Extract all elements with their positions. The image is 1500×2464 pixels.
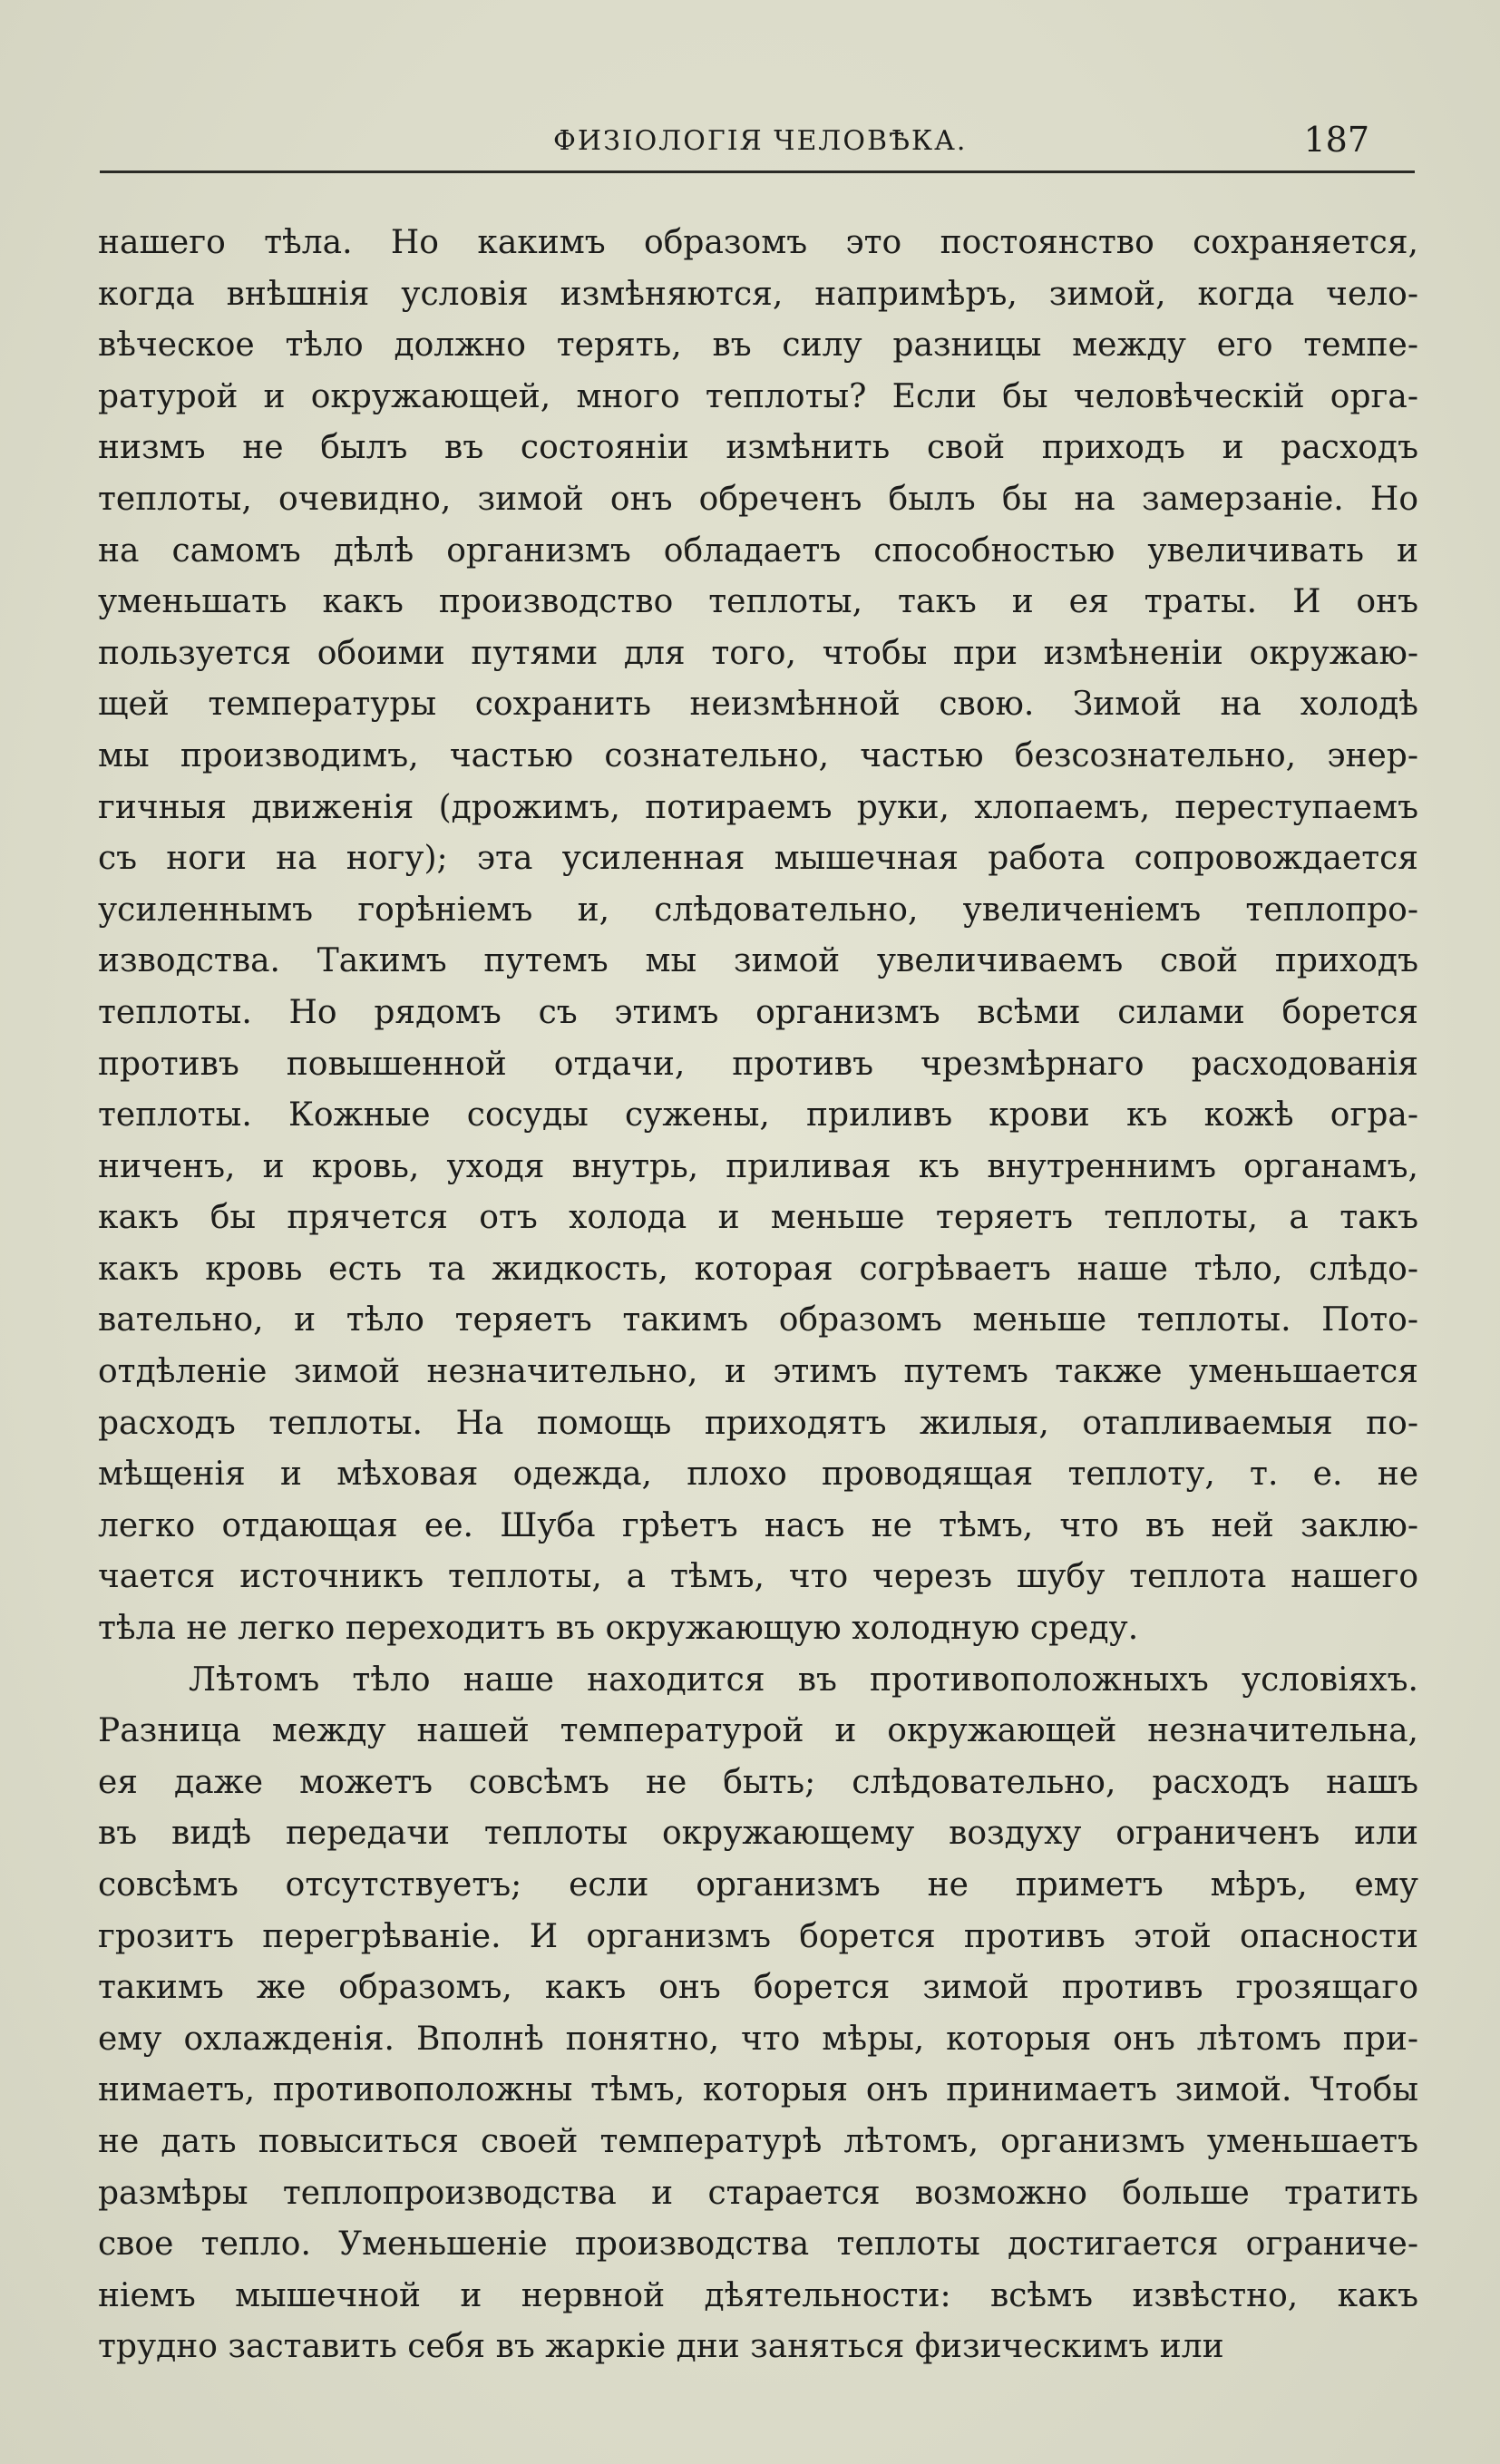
text-line: уменьшать какъ производство теплоты, такъ и ея траты. И онъ bbox=[98, 583, 1418, 621]
text-line: съ ноги на ногу); эта усиленная мышечная работа сопровождается bbox=[98, 840, 1418, 878]
text-line: ратурой и окружающей, много теплоты? Если бы человѣческій орга- bbox=[98, 377, 1418, 415]
text-line: когда внѣшнія условія измѣняются, напримѣръ, зимой, когда чело- bbox=[98, 275, 1418, 313]
text-line: ніемъ мышечной и нервной дѣятельности: всѣмъ извѣстно, какъ bbox=[98, 2276, 1418, 2314]
text-line: совсѣмъ отсутствуетъ; если организмъ не приметъ мѣръ, ему bbox=[98, 1866, 1418, 1904]
text-line: тѣла не легко переходитъ въ окружающую холодную среду. bbox=[98, 1610, 1139, 1648]
text-line: гичныя движенія (дрожимъ, потираемъ руки, хлопаемъ, переступаемъ bbox=[98, 788, 1418, 826]
page-header bbox=[100, 116, 1415, 170]
text-line: ниченъ, и кровь, уходя внутрь, приливая къ внутреннимъ органамъ, bbox=[98, 1147, 1418, 1185]
text-line: какъ кровь есть та жидкость, которая согрѣваетъ наше тѣло, слѣдо- bbox=[98, 1250, 1418, 1288]
text-line: нашего тѣла. Но какимъ образомъ это постоянство сохраняется, bbox=[98, 224, 1418, 261]
text-line: пользуется обоими путями для того, чтобы при измѣненіи окружаю- bbox=[98, 634, 1418, 672]
text-line: такимъ же образомъ, какъ онъ борется зимой противъ грозящаго bbox=[98, 1969, 1418, 2007]
text-line: свое тепло. Уменьшеніе производства теплоты достигается ограниче- bbox=[98, 2225, 1418, 2264]
text-line: трудно заставить себя въ жаркіе дни заняться физическимъ или bbox=[98, 2328, 1224, 2366]
text-line: какъ бы прячется отъ холода и меньше теряетъ теплоты, а такъ bbox=[98, 1199, 1418, 1237]
running-title: ФИЗІОЛОГІЯ ЧЕЛОВѢКА. bbox=[553, 125, 968, 157]
page-number: 187 bbox=[1303, 120, 1369, 160]
text-line: изводства. Такимъ путемъ мы зимой увеличиваемъ свой приходъ bbox=[98, 942, 1418, 980]
text-line: вѣческое тѣло должно терять, въ силу разницы между его темпе- bbox=[98, 326, 1418, 365]
text-line: мѣщенія и мѣховая одежда, плохо проводящая теплоту, т. е. не bbox=[98, 1456, 1418, 1494]
text-line: мы производимъ, частью сознательно, частью безсознательно, энер- bbox=[98, 736, 1418, 774]
text-line: грозитъ перегрѣваніе. И организмъ борется противъ этой опасности bbox=[98, 1917, 1418, 1955]
text-line: теплоты. Кожные сосуды сужены, приливъ крови къ кожѣ огра- bbox=[98, 1096, 1418, 1135]
text-line: Лѣтомъ тѣло наше находится въ противоположныхъ условіяхъ. bbox=[189, 1661, 1418, 1699]
text-line: теплоты. Но рядомъ съ этимъ организмъ всѣми силами борется bbox=[98, 993, 1418, 1031]
text-line: ему охлажденія. Вполнѣ понятно, что мѣры, которыя онъ лѣтомъ при- bbox=[98, 2020, 1418, 2058]
text-line: вательно, и тѣло теряетъ такимъ образомъ меньше теплоты. Пото- bbox=[98, 1301, 1418, 1339]
text-line: нимаетъ, противоположны тѣмъ, которыя онъ принимаетъ зимой. Чтобы bbox=[98, 2071, 1418, 2109]
text-line: на самомъ дѣлѣ организмъ обладаетъ способностью увеличивать и bbox=[98, 531, 1418, 570]
paragraph bbox=[98, 1655, 1418, 2373]
text-line: чается источникъ теплоты, а тѣмъ, что черезъ шубу теплота нашего bbox=[98, 1558, 1418, 1596]
text-line: Разница между нашей температурой и окружающей незначительна, bbox=[98, 1712, 1418, 1750]
text-line: отдѣленіе зимой незначительно, и этимъ путемъ также уменьшается bbox=[98, 1353, 1418, 1391]
text-line: въ видѣ передачи теплоты окружающему воздуху ограниченъ или bbox=[98, 1815, 1418, 1853]
text-line: усиленнымъ горѣніемъ и, слѣдовательно, увеличеніемъ теплопро- bbox=[98, 891, 1418, 929]
text-line: противъ повышенной отдачи, противъ чрезмѣрнаго расходованія bbox=[98, 1045, 1418, 1083]
text-line: расходъ теплоты. На помощь приходятъ жилыя, отапливаемыя по- bbox=[98, 1404, 1418, 1442]
body-text bbox=[98, 218, 1418, 2373]
text-line: ея даже можетъ совсѣмъ не быть; слѣдовательно, расходъ нашъ bbox=[98, 1763, 1418, 1801]
text-line: размѣры теплопроизводства и старается возможно больше тратить bbox=[98, 2174, 1418, 2212]
text-line: щей температуры сохранить неизмѣнной свою. Зимой на холодѣ bbox=[98, 686, 1418, 724]
header-rule bbox=[100, 170, 1415, 173]
paragraph bbox=[98, 218, 1418, 1655]
text-line: теплоты, очевидно, зимой онъ обреченъ былъ бы на замерзаніе. Но bbox=[98, 480, 1418, 518]
text-line: не дать повыситься своей температурѣ лѣтомъ, организмъ уменьшаетъ bbox=[98, 2122, 1418, 2160]
text-line: легко отдающая ее. Шуба грѣетъ насъ не тѣмъ, что въ ней заклю- bbox=[98, 1506, 1418, 1544]
text-line: низмъ не былъ въ состояніи измѣнить свой приходъ и расходъ bbox=[98, 429, 1418, 467]
